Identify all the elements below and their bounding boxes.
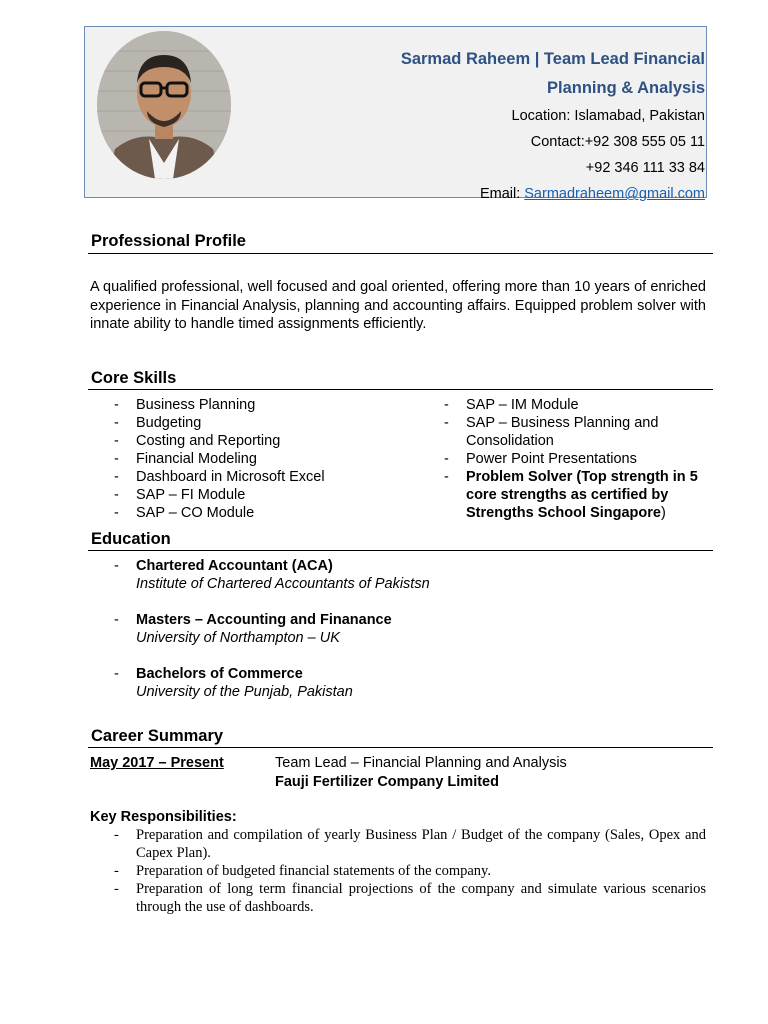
education-degree: Bachelors of Commerce [136,666,303,682]
section-title-career-summary: Career Summary [91,727,224,745]
name-title-line-1: Sarmad Raheem | Team Lead Financial [400,50,705,68]
contact-phone-2: +92 346 111 33 84 [585,160,705,176]
header-contact-block [401,45,705,207]
skill-item: - Costing and Reporting [114,433,281,449]
education-degree: Chartered Accountant (ACA) [136,558,333,574]
education-degree: Masters – Accounting and Finanance [136,612,392,628]
location: Location: Islamabad, Pakistan [511,108,705,124]
profile-photo-illustration [97,31,231,179]
section-divider [88,389,713,390]
education-item: - Masters – Accounting and Finanance University of Northampton – UK [114,611,714,647]
header-box [84,26,707,202]
responsibility-item: - Preparation of long term financial projections of the company and simulate various scenarios through the use of dashboards. [114,881,706,915]
profile-photo [97,31,231,179]
education-institution: University of Northampton – UK [136,630,340,646]
profile-summary: A qualified professional, well focused and goal oriented, offering more than 10 years of enriched experience in Financial Analysis, planning and accounting affairs. Equipped problem solver with innate ability to handle timed assignments efficiently. [90,279,706,332]
skill-item: - Financial Modeling [114,451,257,467]
section-divider [88,253,713,254]
skill-highlight-text: Problem Solver (Top strength in 5 core strengths as certified by Strengths School Singapore [466,469,698,521]
name-title-line-2: Planning & Analysis [546,79,705,97]
skill-item-highlight: - Problem Solver (Top strength in 5 core strengths as certified by Strengths School Singapore) [444,469,698,521]
skills-list-right [444,396,706,522]
education-institution: University of the Punjab, Pakistan [136,684,353,700]
skill-item: - SAP – CO Module [114,505,255,521]
contact-phone-1: Contact:+92 308 555 05 11 [530,134,705,150]
skill-item: - Power Point Presentations [444,451,637,467]
skill-item: - Business Planning [114,397,256,413]
education-institution: Institute of Chartered Accountants of Pakistsn [136,576,430,592]
section-title-education: Education [91,530,171,548]
skill-item: - Dashboard in Microsoft Excel [114,469,325,485]
skill-item: - SAP – Business Planning and Consolidation [444,415,659,449]
skill-item: - Budgeting [114,415,202,431]
section-title-professional-profile: Professional Profile [91,232,246,250]
education-item: - Chartered Accountant (ACA) Institute of Chartered Accountants of Pakistsn [114,557,714,593]
career-company: Fauji Fertilizer Company Limited [275,774,499,790]
key-responsibilities-title: Key Responsibilities: [90,809,237,825]
email-line [401,181,705,207]
email-label: Email: [479,186,525,202]
key-responsibilities-list [114,826,706,916]
career-role: Team Lead – Financial Planning and Analysis [275,755,567,771]
email-link[interactable]: Sarmadraheem@gmail.com [524,186,705,202]
career-period: May 2017 – Present [90,755,224,771]
skills-list-left [114,396,424,522]
education-item: - Bachelors of Commerce University of the Punjab, Pakistan [114,665,714,701]
section-divider [88,550,713,551]
skill-item: - SAP – IM Module [444,397,579,413]
responsibility-item: - Preparation and compilation of yearly Business Plan / Budget of the company (Sales, Opex and Capex Plan). [114,827,706,861]
responsibility-item: - Preparation of budgeted financial statements of the company. [114,863,491,879]
section-divider [88,747,713,748]
section-title-core-skills: Core Skills [91,369,177,387]
skill-item: - SAP – FI Module [114,487,246,503]
